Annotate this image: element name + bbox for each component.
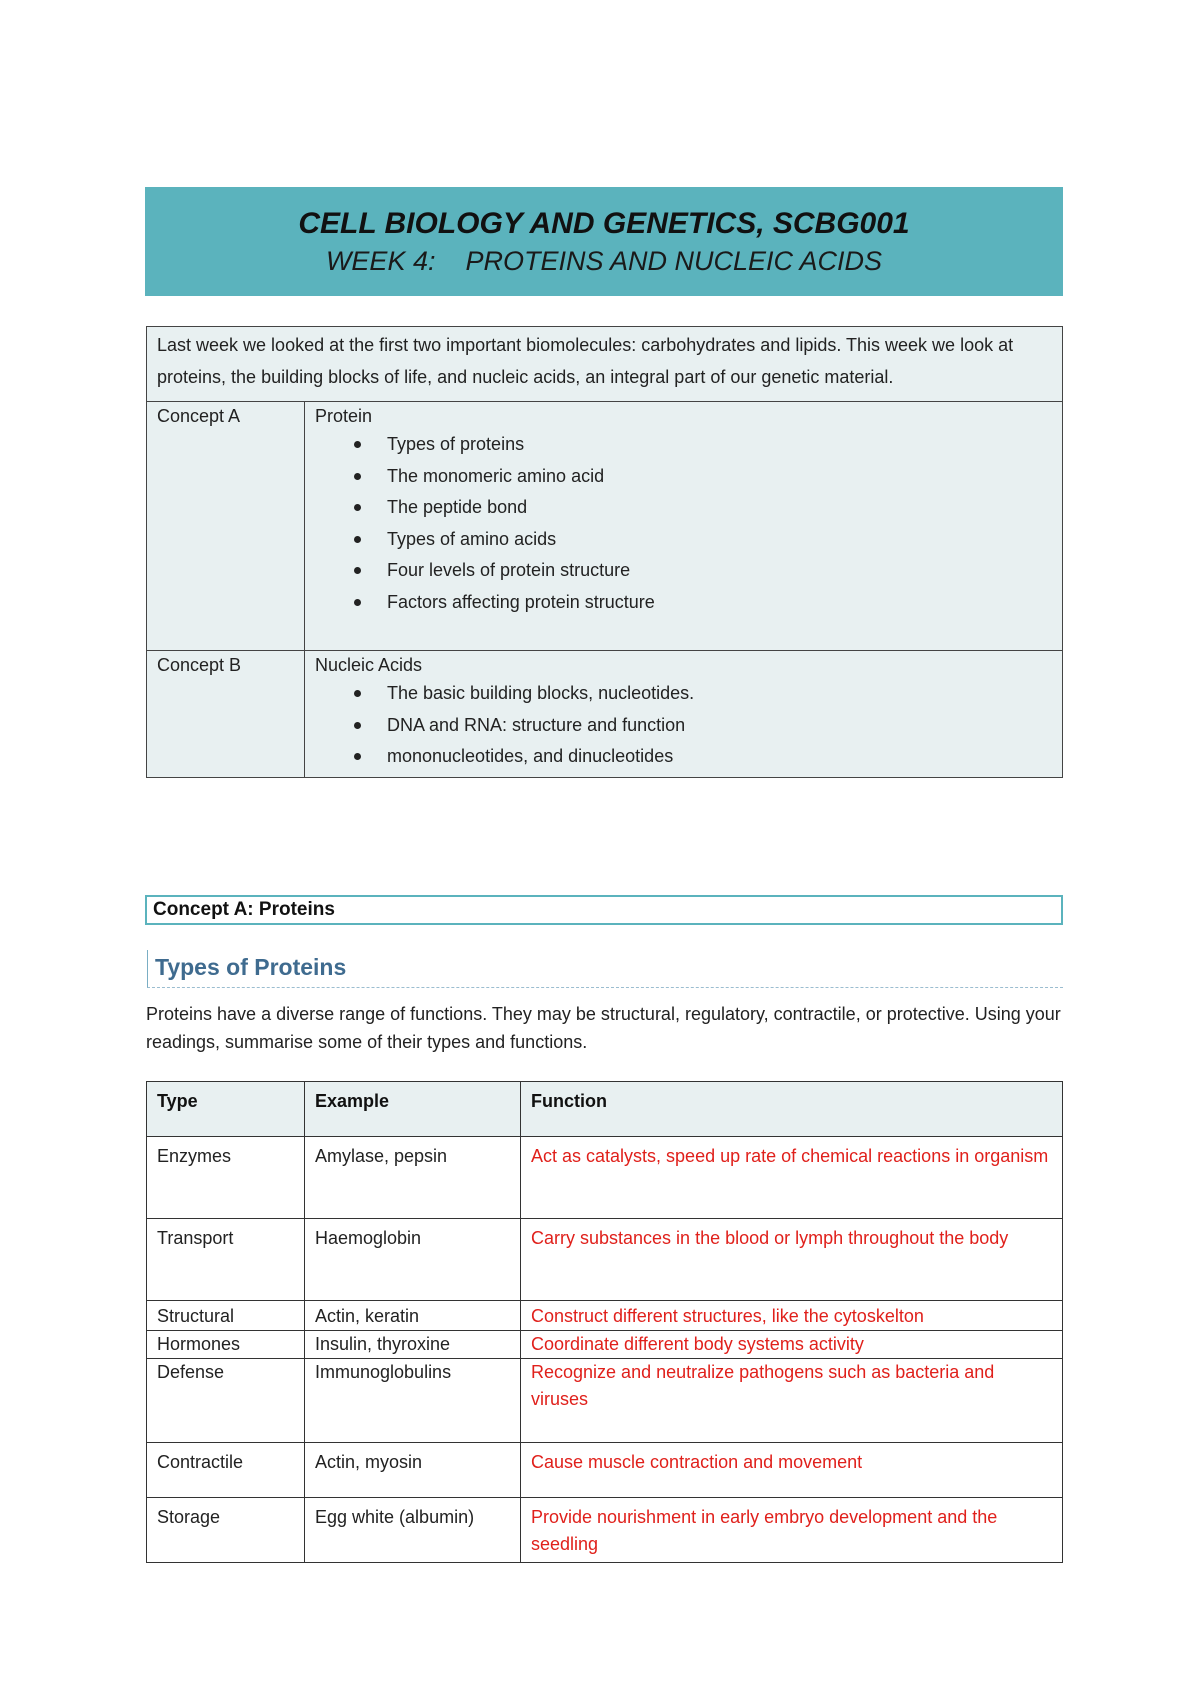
table-row [147, 1443, 1063, 1498]
column-header-function: Function [521, 1082, 1063, 1137]
list-item: The peptide bond [387, 492, 1052, 524]
table-row [147, 1301, 1063, 1331]
list-item: DNA and RNA: structure and function [387, 710, 1052, 742]
concept-b-label: Concept B [147, 651, 305, 778]
example-cell: Amylase, pepsin [305, 1137, 521, 1219]
concept-a-topic: Protein [315, 406, 373, 426]
intro-paragraph: Proteins have a diverse range of functions. They may be structural, regulatory, contractile, or protective. Using your readings, summarise some of their types and functions. [146, 1004, 1061, 1052]
example-cell: Immunoglobulins [305, 1359, 521, 1443]
table-row [147, 1331, 1063, 1359]
concept-a-list [315, 429, 1052, 618]
table-header-row [147, 1082, 1063, 1137]
function-cell: Recognize and neutralize pathogens such as bacteria and viruses [521, 1359, 1063, 1443]
type-cell: Storage [147, 1498, 305, 1563]
function-cell: Act as catalysts, speed up rate of chemical reactions in organism [521, 1137, 1063, 1219]
function-cell: Provide nourishment in early embryo development and the seedling [521, 1498, 1063, 1563]
function-cell: Carry substances in the blood or lymph throughout the body [521, 1219, 1063, 1301]
table-row [147, 1137, 1063, 1219]
concept-b-topic: Nucleic Acids [315, 655, 423, 675]
concept-a-content [305, 402, 1063, 651]
list-item: Factors affecting protein structure [387, 587, 1052, 619]
table-row [147, 1498, 1063, 1563]
type-cell: Hormones [147, 1331, 305, 1359]
list-item: Types of proteins [387, 429, 1052, 461]
column-header-type: Type [147, 1082, 305, 1137]
example-cell: Actin, keratin [305, 1301, 521, 1331]
type-cell: Defense [147, 1359, 305, 1443]
overview-intro: Last week we looked at the first two important biomolecules: carbohydrates and lipids. This week we look at proteins, the building blocks of life, and nucleic acids, an integral part of our genetic material. [147, 327, 1063, 402]
overview-table [146, 326, 1063, 778]
type-cell: Structural [147, 1301, 305, 1331]
concept-b-list [315, 678, 1052, 773]
protein-types-table [146, 1081, 1063, 1563]
concept-a-label: Concept A [147, 402, 305, 651]
type-cell: Transport [147, 1219, 305, 1301]
function-cell: Cause muscle contraction and movement [521, 1443, 1063, 1498]
example-cell: Haemoglobin [305, 1219, 521, 1301]
week-subtitle: WEEK 4: PROTEINS AND NUCLEIC ACIDS [325, 246, 883, 276]
list-item: The monomeric amino acid [387, 461, 1052, 493]
list-item: Four levels of protein structure [387, 555, 1052, 587]
section-title: Types of Proteins [147, 950, 1063, 988]
title-banner [145, 187, 1063, 296]
type-cell: Enzymes [147, 1137, 305, 1219]
list-item: Types of amino acids [387, 524, 1052, 556]
type-cell: Contractile [147, 1443, 305, 1498]
concept-b-content [305, 651, 1063, 778]
table-row [147, 1219, 1063, 1301]
function-cell: Coordinate different body systems activity [521, 1331, 1063, 1359]
list-item: The basic building blocks, nucleotides. [387, 678, 1052, 710]
course-title: CELL BIOLOGY AND GENETICS, SCBG001 [298, 207, 910, 240]
table-row [147, 1359, 1063, 1443]
function-cell: Construct different structures, like the cytoskelton [521, 1301, 1063, 1331]
example-cell: Actin, myosin [305, 1443, 521, 1498]
concept-a-heading: Concept A: Proteins [145, 895, 1063, 925]
example-cell: Insulin, thyroxine [305, 1331, 521, 1359]
list-item: mononucleotides, and dinucleotides [387, 741, 1052, 773]
column-header-example: Example [305, 1082, 521, 1137]
example-cell: Egg white (albumin) [305, 1498, 521, 1563]
